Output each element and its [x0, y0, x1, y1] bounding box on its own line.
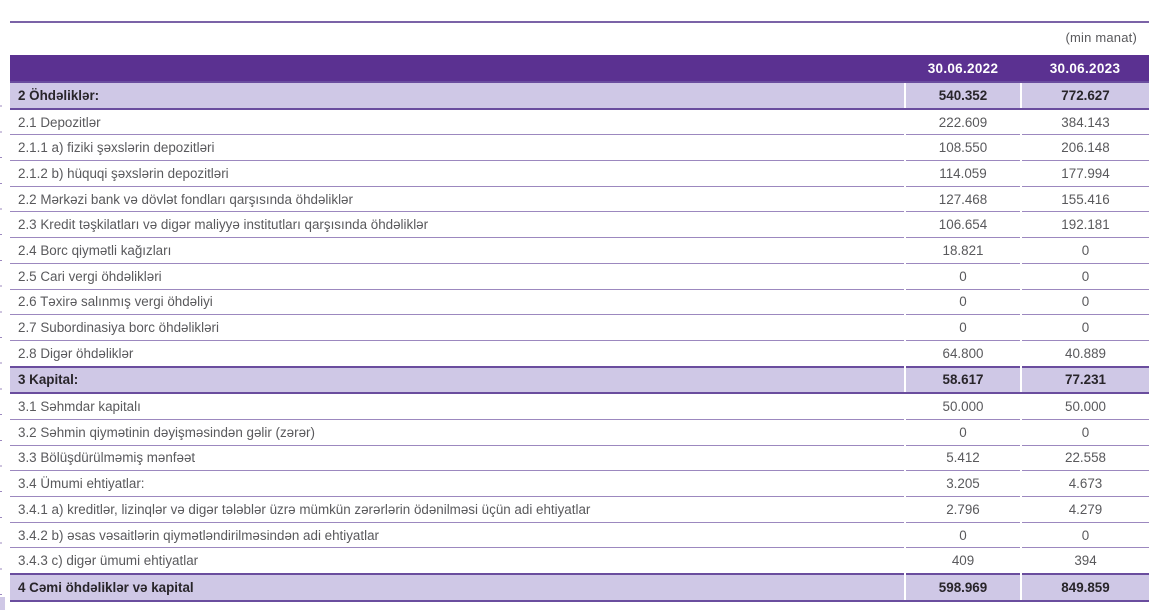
- value-2023: 772.627: [1021, 82, 1149, 109]
- row-label: 3.3 Bölüşdürülməmiş mənfəət: [10, 445, 905, 471]
- table-row: [10, 186, 1149, 212]
- value-2023: 0: [1021, 522, 1149, 548]
- table-row: [10, 497, 1149, 523]
- table-row: [10, 574, 1149, 601]
- table-row: [10, 471, 1149, 497]
- value-2023: 0: [1021, 238, 1149, 264]
- row-label: 3.2 Səhmin qiymətinin dəyişməsindən gəlir (zərər): [10, 419, 905, 445]
- value-2023: 206.148: [1021, 135, 1149, 161]
- table-row: [10, 109, 1149, 135]
- table-row: [10, 263, 1149, 289]
- row-label: 2.1 Depozitlər: [10, 109, 905, 135]
- row-label: 3 Kapital:: [10, 367, 905, 394]
- header-empty-cell: [10, 55, 905, 82]
- unit-note: (min manat): [1065, 30, 1137, 45]
- value-2022: 2.796: [905, 497, 1021, 523]
- table-row: [10, 445, 1149, 471]
- value-2023: 40.889: [1021, 340, 1149, 366]
- header-date-2023: 30.06.2023: [1021, 55, 1149, 82]
- value-2022: 58.617: [905, 367, 1021, 394]
- value-2022: 598.969: [905, 574, 1021, 601]
- value-2022: 127.468: [905, 186, 1021, 212]
- table-header-row: [10, 55, 1149, 82]
- value-2022: 50.000: [905, 393, 1021, 419]
- table-row: [10, 522, 1149, 548]
- value-2023: 0: [1021, 419, 1149, 445]
- row-label: 3.1 Səhmdar kapitalı: [10, 393, 905, 419]
- value-2023: 192.181: [1021, 212, 1149, 238]
- value-2023: 77.231: [1021, 367, 1149, 394]
- table-row: [10, 161, 1149, 187]
- value-2022: 0: [905, 419, 1021, 445]
- row-label: 2.1.2 b) hüquqi şəxslərin depozitləri: [10, 161, 905, 187]
- row-label: 2.3 Kredit təşkilatları və digər maliyyə institutları qarşısında öhdəliklər: [10, 212, 905, 238]
- row-label: 3.4.3 c) digər ümumi ehtiyatlar: [10, 548, 905, 574]
- table-row: [10, 548, 1149, 574]
- table-row: [10, 367, 1149, 394]
- row-label: 2.8 Digər öhdəliklər: [10, 340, 905, 366]
- value-2023: 849.859: [1021, 574, 1149, 601]
- table-row: [10, 238, 1149, 264]
- value-2023: 0: [1021, 315, 1149, 341]
- value-2022: 114.059: [905, 161, 1021, 187]
- value-2023: 0: [1021, 263, 1149, 289]
- value-2023: 0: [1021, 289, 1149, 315]
- table-row: [10, 340, 1149, 366]
- value-2022: 5.412: [905, 445, 1021, 471]
- value-2022: 0: [905, 289, 1021, 315]
- table-row: [10, 135, 1149, 161]
- value-2023: 384.143: [1021, 109, 1149, 135]
- value-2023: 50.000: [1021, 393, 1149, 419]
- value-2023: 177.994: [1021, 161, 1149, 187]
- value-2022: 409: [905, 548, 1021, 574]
- value-2023: 155.416: [1021, 186, 1149, 212]
- row-label: 2.4 Borc qiymətli kağızları: [10, 238, 905, 264]
- table-row: [10, 289, 1149, 315]
- table-row: [10, 315, 1149, 341]
- value-2023: 4.673: [1021, 471, 1149, 497]
- row-label: 4 Cəmi öhdəliklər və kapital: [10, 574, 905, 601]
- value-2022: 0: [905, 263, 1021, 289]
- table-row: [10, 212, 1149, 238]
- row-label: 2.2 Mərkəzi bank və dövlət fondları qarşısında öhdəliklər: [10, 186, 905, 212]
- value-2022: 0: [905, 315, 1021, 341]
- value-2023: 22.558: [1021, 445, 1149, 471]
- row-label: 3.4.2 b) əsas vəsaitlərin qiymətləndirilməsindən adi ehtiyatlar: [10, 522, 905, 548]
- header-date-2022: 30.06.2022: [905, 55, 1021, 82]
- table-row: [10, 419, 1149, 445]
- value-2022: 18.821: [905, 238, 1021, 264]
- row-label: 3.4 Ümumi ehtiyatlar:: [10, 471, 905, 497]
- row-label: 2 Öhdəliklər:: [10, 82, 905, 109]
- top-divider: [10, 21, 1149, 23]
- page-corner-mark: [0, 597, 5, 610]
- left-edge-ticks: [0, 81, 2, 596]
- row-label: 2.1.1 a) fiziki şəxslərin depozitləri: [10, 135, 905, 161]
- row-label: 2.7 Subordinasiya borc öhdəlikləri: [10, 315, 905, 341]
- row-label: 2.6 Təxirə salınmış vergi öhdəliyi: [10, 289, 905, 315]
- row-label: 3.4.1 a) kreditlər, lizinqlər və digər tələblər üzrə mümkün zərərlərin ödənilməsi üçün adi ehtiyatlar: [10, 497, 905, 523]
- value-2023: 4.279: [1021, 497, 1149, 523]
- value-2022: 106.654: [905, 212, 1021, 238]
- liabilities-capital-table: [10, 55, 1149, 602]
- value-2022: 64.800: [905, 340, 1021, 366]
- table-row: [10, 82, 1149, 109]
- table-row: [10, 393, 1149, 419]
- value-2022: 540.352: [905, 82, 1021, 109]
- value-2023: 394: [1021, 548, 1149, 574]
- value-2022: 222.609: [905, 109, 1021, 135]
- value-2022: 3.205: [905, 471, 1021, 497]
- value-2022: 0: [905, 522, 1021, 548]
- row-label: 2.5 Cari vergi öhdəlikləri: [10, 263, 905, 289]
- value-2022: 108.550: [905, 135, 1021, 161]
